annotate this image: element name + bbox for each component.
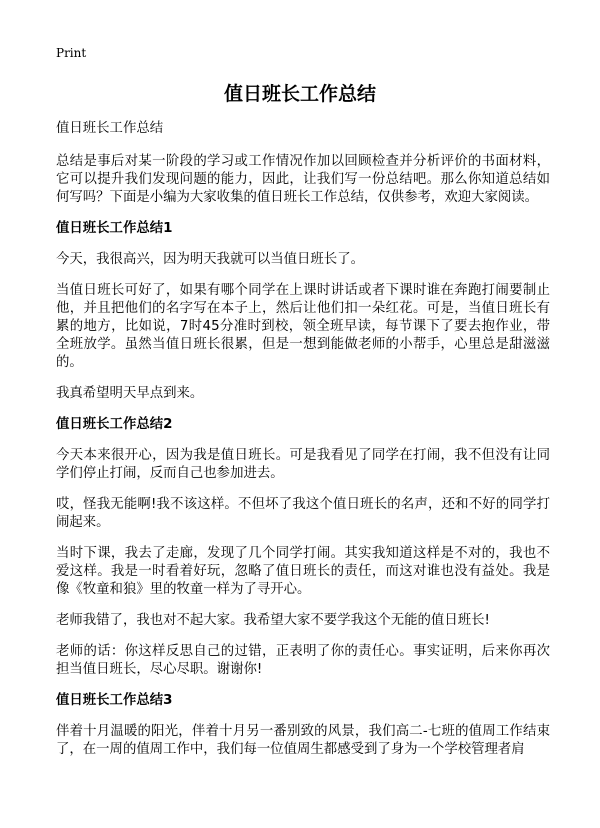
section-1-paragraph: 我真希望明天早点到来。 [56, 386, 204, 401]
intro-paragraph: 总结是事后对某一阶段的学习或工作情况作加以回顾检查并分析评价的书面材料，它可以提升我们发现问题的能力，因此，让我们写一份总结吧。那么你知道总结如何写吗？下面是小编为大家收集的值日班长工作总结，仅供参考，欢迎大家阅读。 [56, 154, 550, 205]
section-1-paragraph: 今天，我很高兴，因为明天我就可以当值日班长了。 [56, 252, 364, 267]
section-heading-1: 值日班长工作总结1 [56, 221, 173, 236]
page-title: 值日班长工作总结 [223, 83, 376, 105]
section-1-paragraph: 当值日班长可好了，如果有哪个同学在上课时讲话或者下课时谁在奔跑打闹要制止他，并且把他们的名字写在本子上，然后让他们扣一朵红花。可是，当值日班长有累的地方，比如说，7时45分准时到校，领全班早读，每节课下了要去抱作业，带全班放学。虽然当值日班长很累，但是一想到能做老师的小帮手，心里总是甜滋滋的。 [56, 283, 550, 370]
section-heading-3: 值日班长工作总结3 [56, 693, 173, 708]
section-2-paragraph: 老师的话：你这样反思自己的过错，正表明了你的责任心。事实证明，后来你再次担当值日班长，尽心尽职。谢谢你! [56, 644, 550, 677]
section-2-paragraph: 当时下课，我去了走廊，发现了几个同学打闹。其实我知道这样是不对的，我也不爱这样。我是一时看着好玩，忽略了值日班长的责任，而这对谁也没有益处。我是像《牧童和狼》里的牧童一样为了寻开心。 [56, 546, 550, 597]
print-link[interactable]: Print [56, 46, 87, 60]
intro-label: 值日班长工作总结 [56, 121, 164, 136]
section-2-paragraph: 老师我错了，我也对不起大家。我希望大家不要学我这个无能的值日班长! [56, 613, 490, 628]
section-3-paragraph: 伴着十月温暖的阳光，伴着十月另一番别致的风景，我们高二-七班的值周工作结束了，在一周的值周工作中，我们每一位值周生都感受到了身为一个学校管理者肩 [56, 724, 550, 757]
section-2-paragraph: 今天本来很开心，因为我是值日班长。可是我看见了同学在打闹，我不但没有让同学们停止打闹，反而自己也参加进去。 [56, 448, 550, 481]
section-heading-2: 值日班长工作总结2 [56, 417, 173, 432]
section-2-paragraph: 哎，怪我无能啊!我不该这样。不但坏了我这个值日班长的名声，还和不好的同学打闹起来。 [56, 497, 550, 530]
article-body [56, 120, 550, 772]
